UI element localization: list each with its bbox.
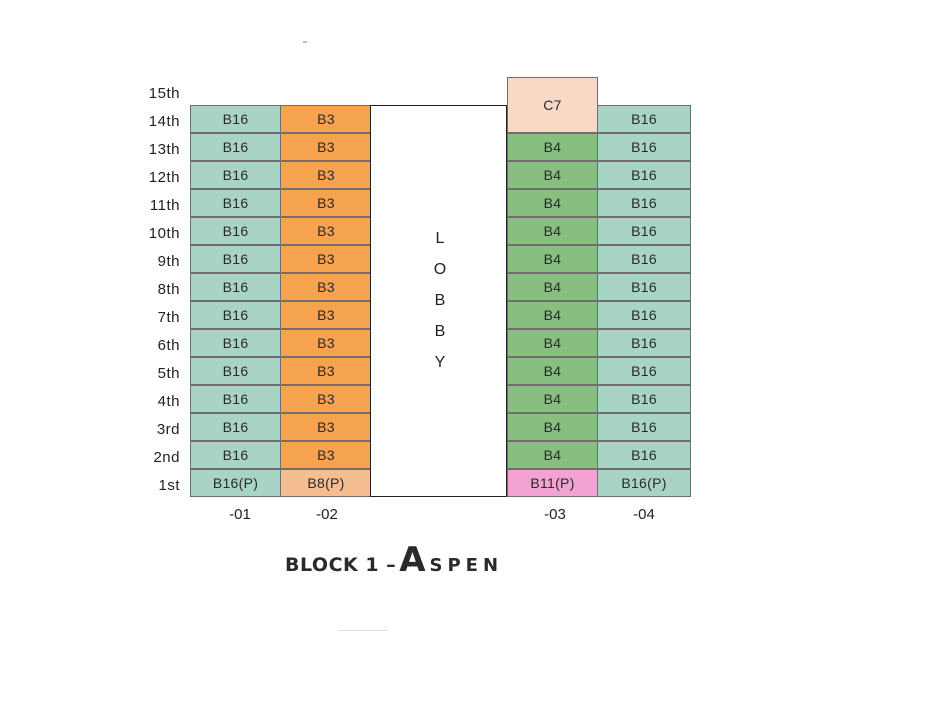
block-title <box>285 540 615 580</box>
floor-label-8th: 8th <box>157 281 180 298</box>
unit-label-04: -04 <box>633 506 655 523</box>
unit-cell: B4 <box>507 161 598 189</box>
unit-cell: B16 <box>190 441 281 469</box>
unit-cell: B16(P) <box>597 469 691 497</box>
floor-label-9th: 9th <box>157 253 180 270</box>
lobby-letter: L <box>435 230 445 247</box>
unit-cell: B3 <box>280 413 372 441</box>
floor-label-11th: 11th <box>149 197 180 214</box>
unit-cell: B11(P) <box>507 469 598 497</box>
floor-label-15th: 15th <box>148 85 180 102</box>
unit-cell: B3 <box>280 245 372 273</box>
unit-cell: B4 <box>507 441 598 469</box>
unit-cell: B8(P) <box>280 469 372 497</box>
unit-cell: B3 <box>280 329 372 357</box>
unit-cell: B16 <box>190 357 281 385</box>
unit-cell: B16 <box>597 329 691 357</box>
floor-label-2nd: 2nd <box>153 449 180 466</box>
unit-cell: B16(P) <box>190 469 281 497</box>
unit-cell: B16 <box>190 273 281 301</box>
unit-cell: B16 <box>597 105 691 133</box>
unit-cell: B16 <box>597 217 691 245</box>
block-title-rest: SPEN <box>429 555 504 576</box>
unit-cell: B16 <box>597 161 691 189</box>
lobby-letter: B <box>434 323 446 340</box>
unit-cell: B3 <box>280 441 372 469</box>
unit-cell: B16 <box>597 357 691 385</box>
unit-cell: B16 <box>190 245 281 273</box>
floor-label-4th: 4th <box>157 393 180 410</box>
unit-cell: B3 <box>280 301 372 329</box>
scan-speck <box>338 630 388 631</box>
floor-label-7th: 7th <box>157 309 180 326</box>
floor-label-14th: 14th <box>148 113 180 130</box>
floor-label-13th: 13th <box>148 141 180 158</box>
unit-cell: B16 <box>190 133 281 161</box>
unit-cell: B16 <box>597 189 691 217</box>
unit-cell: B16 <box>597 273 691 301</box>
floor-label-12th: 12th <box>148 169 180 186</box>
unit-cell: B3 <box>280 273 372 301</box>
unit-cell: B16 <box>190 301 281 329</box>
unit-cell: B4 <box>507 273 598 301</box>
unit-cell: B16 <box>190 189 281 217</box>
unit-cell: B16 <box>190 105 281 133</box>
unit-cell: B16 <box>597 245 691 273</box>
unit-cell: B4 <box>507 301 598 329</box>
lobby-letter: O <box>433 261 447 278</box>
unit-cell: B4 <box>507 357 598 385</box>
unit-cell: B16 <box>190 161 281 189</box>
unit-cell: B16 <box>190 217 281 245</box>
unit-label-03: -03 <box>544 506 566 523</box>
unit-cell: B3 <box>280 217 372 245</box>
unit-cell: B4 <box>507 329 598 357</box>
floor-label-6th: 6th <box>157 337 180 354</box>
unit-cell: B16 <box>190 413 281 441</box>
unit-label-01: -01 <box>229 506 251 523</box>
unit-cell: B3 <box>280 189 372 217</box>
unit-cell: B3 <box>280 161 372 189</box>
lobby-letter: B <box>434 292 446 309</box>
unit-label-02: -02 <box>316 506 338 523</box>
floor-label-10th: 10th <box>148 225 180 242</box>
floor-label-5th: 5th <box>157 365 180 382</box>
floor-label-3rd: 3rd <box>156 421 180 438</box>
unit-cell: B16 <box>597 133 691 161</box>
block-title-initial: A <box>399 540 426 580</box>
unit-cell: B16 <box>190 385 281 413</box>
unit-cell: B4 <box>507 413 598 441</box>
unit-cell: B16 <box>597 441 691 469</box>
floor-label-1st: 1st <box>158 477 180 494</box>
unit-cell: B16 <box>190 329 281 357</box>
unit-cell: B16 <box>597 413 691 441</box>
block-title-prefix: BLOCK 1 – <box>285 554 397 576</box>
unit-cell: B16 <box>597 301 691 329</box>
unit-cell: B4 <box>507 217 598 245</box>
unit-cell: B4 <box>507 189 598 217</box>
unit-cell: B3 <box>280 385 372 413</box>
unit-cell: B3 <box>280 357 372 385</box>
unit-cell: B4 <box>507 385 598 413</box>
unit-cell: C7 <box>507 77 598 133</box>
scan-speck <box>303 41 307 43</box>
unit-cell: B4 <box>507 133 598 161</box>
unit-cell: B4 <box>507 245 598 273</box>
lobby-letter: Y <box>434 354 446 371</box>
unit-cell: B3 <box>280 105 372 133</box>
unit-cell: B16 <box>597 385 691 413</box>
unit-cell: B3 <box>280 133 372 161</box>
